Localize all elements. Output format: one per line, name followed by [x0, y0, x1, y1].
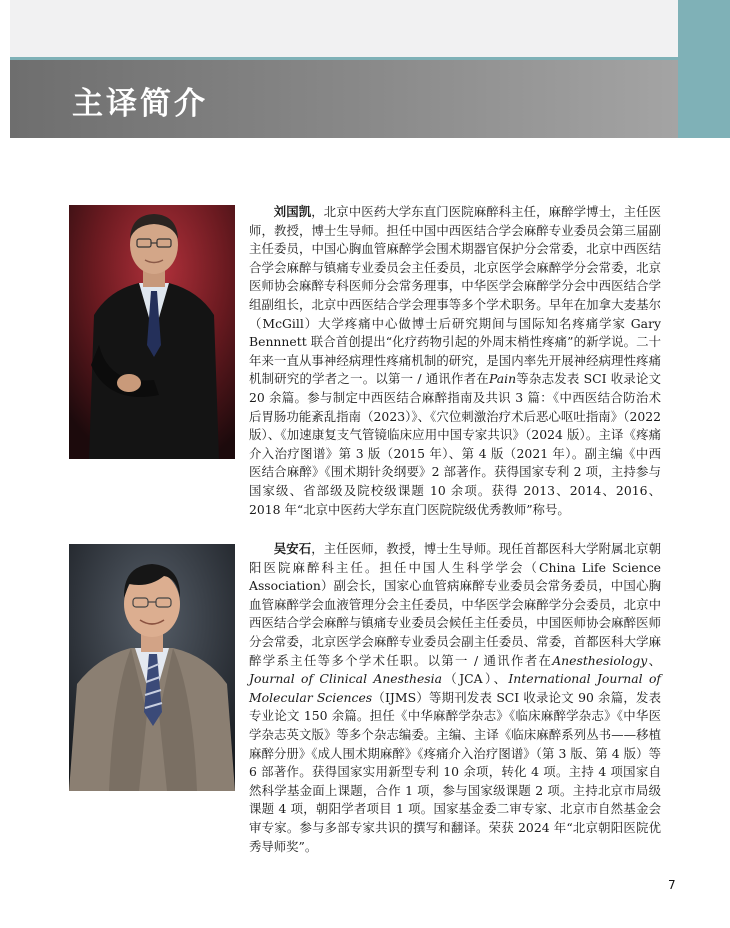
header-band	[10, 0, 678, 57]
journal-name: International Journal of Molecular Sciences	[249, 671, 662, 705]
bio-text: （IJMS）等期刊发表 SCI 收录论文 90 余篇，发表专业论文 150 余篇。担任《中华麻醉学杂志》《临床麻醉学杂志》《中华医学杂志英文版》等多个杂志编委。主编、主译《临床麻醉系列丛书——移植麻醉分册》《成人围术期麻醉》《疼痛介入治疗图谱》（第 3 版、第 4 版）等 6 部著作。获得国家实用新型专利 10 余项，转化 4 项。主持 4 项国家自然科学基金面上课题，合作 1 项，参与国家级课题 2 项。主持北京市局级课题 4 项，朝阳学者项目 1 项。国家基金委二审专家、北京市自然基金会审专家。参与多部专家共识的撰写和翻译。荣获 2024 年“北京朝阳医院优秀导师奖”。	[249, 689, 661, 854]
portrait-liu-guokai	[69, 205, 235, 459]
bio-name: 吴安石	[273, 541, 312, 556]
bio-name: 刘国凯	[273, 204, 312, 219]
bio-text: （JCA）、	[442, 671, 509, 687]
journal-name: Journal of Clinical Anesthesia	[249, 671, 442, 687]
bio-text: ，主任医师，教授，博士生导师。现任首都医科大学附属北京朝阳医院麻醉科主任。担任中国人生科学学会（China Life Science Association）副会长，国家心血管病麻醉专业委员会常务委员，中国心胸血管麻醉学会血液管理分会主任委员，中华医学会麻醉学分会委员，北京中西医结合学会麻醉与镇痛专业委员会候任主任委员，中国医师协会麻醉医师分会常委，北京医学会麻醉专业委员会副主任委员、常委，首都医科大学麻醉学系主任等多个学术任职。以第一 / 通讯作者在	[249, 541, 662, 668]
corner-tab	[678, 0, 730, 138]
journal-name: Anesthesiology	[552, 652, 648, 668]
title-band	[10, 57, 678, 138]
bio-liu-guokai	[249, 203, 661, 519]
portrait-wu-anshi	[69, 544, 235, 791]
page-number: 7	[668, 878, 676, 892]
bio-wu-anshi	[249, 540, 661, 856]
journal-name: Pain	[488, 371, 517, 387]
page-title: 主译简介	[72, 86, 208, 122]
bio-text: 、	[647, 652, 662, 668]
bio-text: 等杂志发表 SCI 收录论文 20 余篇。参与制定中西医结合麻醉指南及共识 3 篇：《中西医结合防治术后胃肠功能紊乱指南（2023）》、《穴位刺激治疗术后恶心呕吐指南》（2022 版）、《加速康复支气管镜临床应用中国专家共识》（2024 版）。主译《疼痛介入治疗图谱》第 3 版（2015 年）、第 4 版（2021 年）。副主编《中西医结合麻醉》《围术期针灸纲要》2 部著作。获得国家专利 2 项，主持参与国家级、省部级及院校级课题 10 余项。获得 2013、2014、2016、2018 年“北京中医药大学东直门医院院级优秀教师”称号。	[249, 371, 661, 517]
bio-text: ，北京中医药大学东直门医院麻醉科主任，麻醉学博士，主任医师，教授，博士生导师。担任中国中西医结合学会麻醉专业委员会第三届副主任委员，中国心胸血管麻醉学会围术期器官保护分会常委，北京中西医结合学会麻醉与镇痛专业委员会主任委员，北京医学会麻醉学分会常委，北京医师协会麻醉专科医师分会常务理事，中华医学会麻醉学分会中西医结合学组副组长，北京中西医结合学会理事等多个学术职务。早年在加拿大麦基尔（McGill）大学疼痛中心做博士后研究期间与国际知名疼痛学家 Gary Bennnett 联合首创提出“化疗药物引起的外周末梢性疼痛”的新学说。二十年来一直从事神经病理性疼痛机制的研究，是国内率先开展神经病理性疼痛机制研究的学者之一。以第一 / 通讯作者在	[249, 204, 662, 387]
